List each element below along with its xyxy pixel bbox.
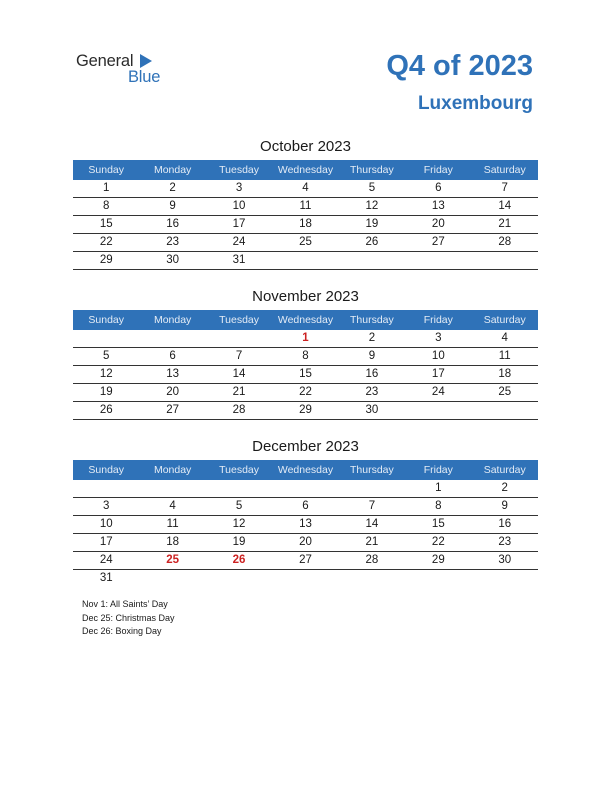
day-cell: 18 <box>498 368 512 380</box>
day-cell: 21 <box>365 536 379 548</box>
weekday-label: Tuesday <box>219 164 259 176</box>
weekday-header <box>73 310 538 330</box>
day-cell: 8 <box>435 500 442 512</box>
day-cell: 3 <box>103 500 110 512</box>
day-cell: 17 <box>431 368 445 380</box>
week-row <box>73 516 538 534</box>
day-cell: 28 <box>365 554 379 566</box>
day-cell: 25 <box>498 386 512 398</box>
month-october <box>73 138 538 270</box>
weekday-label: Friday <box>423 164 453 176</box>
day-cell: 27 <box>166 404 180 416</box>
day-cell <box>272 252 338 269</box>
day-cell: 31 <box>99 572 113 584</box>
day-cell <box>139 570 205 587</box>
day-cell: 29 <box>299 404 312 416</box>
day-cell: 24 <box>431 386 445 398</box>
month-december <box>73 438 538 587</box>
day-cell: 13 <box>431 200 445 212</box>
day-cell: 20 <box>299 536 312 548</box>
day-cell: 22 <box>299 386 312 398</box>
holiday-note: Nov 1: All Saints’ Day <box>82 599 168 609</box>
day-cell: 27 <box>299 554 312 566</box>
weekday-label: Friday <box>423 464 453 476</box>
day-cell: 1 <box>435 482 442 494</box>
day-cell: 6 <box>435 182 442 194</box>
day-cell <box>339 252 405 269</box>
logo-text-general: General <box>76 52 134 70</box>
week-row <box>73 234 538 252</box>
country-subtitle: Luxembourg <box>417 93 533 114</box>
day-cell <box>472 570 538 587</box>
day-cell: 12 <box>365 200 379 212</box>
day-cell: 5 <box>368 182 376 194</box>
day-cell: 26 <box>365 236 379 248</box>
day-cell: 11 <box>299 200 312 212</box>
day-cell <box>405 570 471 587</box>
day-cell: 25 <box>299 236 312 248</box>
week-row <box>73 570 538 587</box>
day-cell: 23 <box>365 386 379 398</box>
day-cell: 16 <box>365 368 379 380</box>
day-cell: 15 <box>431 518 445 530</box>
weekday-label: Tuesday <box>219 314 259 326</box>
day-cell: 10 <box>232 200 246 212</box>
day-cell: 26 <box>99 404 113 416</box>
day-cell: 11 <box>498 350 511 362</box>
week-row <box>73 480 538 498</box>
day-cell: 3 <box>235 182 243 194</box>
day-cell: 6 <box>169 350 176 362</box>
week-row <box>73 366 538 384</box>
day-cell <box>472 252 538 269</box>
day-cell: 2 <box>169 182 176 194</box>
day-cell: 4 <box>501 332 508 344</box>
day-cell: 24 <box>232 236 246 248</box>
weekday-label: Tuesday <box>219 464 259 476</box>
month-title: October 2023 <box>260 138 351 155</box>
day-cell: 19 <box>99 386 113 398</box>
day-cell: 8 <box>302 350 309 362</box>
day-cell: 9 <box>368 350 376 362</box>
day-cell: 18 <box>299 218 312 230</box>
day-cell: 30 <box>166 254 180 266</box>
holiday-note: Dec 25: Christmas Day <box>82 612 175 623</box>
day-cell <box>405 402 471 419</box>
day-cell <box>139 480 205 497</box>
weekday-label: Sunday <box>88 314 125 326</box>
day-cell: 5 <box>103 350 110 362</box>
day-cell: 2 <box>368 332 376 344</box>
weekday-label: Monday <box>153 314 192 326</box>
day-cell: 22 <box>99 236 113 248</box>
month-november <box>73 288 538 420</box>
weekday-label: Saturday <box>483 314 526 326</box>
day-cell: 30 <box>498 554 512 566</box>
week-row <box>73 198 538 216</box>
day-cell: 7 <box>501 182 508 194</box>
day-cell: 18 <box>166 536 180 548</box>
day-cell: 13 <box>299 518 312 530</box>
day-cell: 6 <box>302 500 309 512</box>
day-cell <box>206 480 272 497</box>
logo-text-blue: Blue <box>128 68 161 86</box>
week-row <box>73 252 538 270</box>
day-cell: 10 <box>99 518 113 530</box>
weekday-label: Friday <box>423 314 453 326</box>
day-cell: 4 <box>169 500 176 512</box>
weekday-label: Monday <box>153 164 192 176</box>
week-row <box>73 552 538 570</box>
week-row <box>73 180 538 198</box>
day-cell: 30 <box>365 404 379 416</box>
weekday-label: Thursday <box>350 314 394 326</box>
day-cell: 3 <box>435 332 442 344</box>
day-cell: 28 <box>498 236 512 248</box>
day-cell: 29 <box>99 254 113 266</box>
day-cell <box>73 480 139 497</box>
day-cell: 21 <box>232 386 246 398</box>
weekday-label: Wednesday <box>277 164 334 176</box>
weekday-label: Sunday <box>88 464 125 476</box>
day-cell <box>272 480 338 497</box>
weekday-label: Wednesday <box>277 464 334 476</box>
day-cell: 9 <box>501 500 508 512</box>
weekday-label: Sunday <box>88 164 125 176</box>
day-cell: 12 <box>232 518 246 530</box>
weekday-label: Saturday <box>483 164 526 176</box>
logo-flag-icon <box>140 54 152 68</box>
day-cell: 17 <box>99 536 113 548</box>
day-cell: 21 <box>498 218 512 230</box>
weekday-label: Thursday <box>350 164 394 176</box>
weekday-header <box>73 160 538 180</box>
weekday-label: Monday <box>153 464 192 476</box>
page-title: Q4 of 2023 <box>386 50 533 82</box>
day-cell: 14 <box>365 518 379 530</box>
holiday-notes <box>82 598 175 639</box>
day-cell: 23 <box>498 536 512 548</box>
day-cell: 9 <box>169 200 176 212</box>
day-cell: 5 <box>235 500 243 512</box>
day-cell: 2 <box>501 482 508 494</box>
day-cell: 26 <box>232 554 246 566</box>
day-cell: 10 <box>431 350 445 362</box>
day-cell: 20 <box>431 218 445 230</box>
week-row <box>73 348 538 366</box>
week-row <box>73 384 538 402</box>
day-cell: 16 <box>498 518 512 530</box>
week-row <box>73 216 538 234</box>
week-row <box>73 330 538 348</box>
day-cell: 4 <box>302 182 309 194</box>
day-cell: 24 <box>99 554 113 566</box>
day-cell <box>339 480 405 497</box>
week-row <box>73 402 538 420</box>
day-cell: 7 <box>235 350 243 362</box>
day-cell: 13 <box>166 368 180 380</box>
day-cell: 20 <box>166 386 180 398</box>
day-cell: 1 <box>103 182 110 194</box>
day-cell <box>206 570 272 587</box>
day-cell: 22 <box>431 536 445 548</box>
day-cell: 15 <box>99 218 113 230</box>
day-cell: 28 <box>232 404 246 416</box>
day-cell <box>206 330 272 347</box>
day-cell: 25 <box>166 554 180 566</box>
day-cell: 12 <box>99 368 113 380</box>
month-title: December 2023 <box>252 438 359 455</box>
month-title: November 2023 <box>252 288 359 305</box>
day-cell: 19 <box>365 218 379 230</box>
day-cell: 17 <box>232 218 246 230</box>
day-cell: 23 <box>166 236 180 248</box>
day-cell: 8 <box>103 200 110 212</box>
day-cell <box>405 252 471 269</box>
weekday-label: Thursday <box>350 464 394 476</box>
generalblue-logo <box>76 52 176 88</box>
day-cell: 19 <box>232 536 246 548</box>
day-cell: 27 <box>431 236 445 248</box>
day-cell: 1 <box>302 332 309 344</box>
weekday-label: Saturday <box>483 464 526 476</box>
day-cell: 14 <box>232 368 246 380</box>
weekday-label: Wednesday <box>277 314 334 326</box>
week-row <box>73 498 538 516</box>
day-cell: 29 <box>431 554 445 566</box>
week-row <box>73 534 538 552</box>
day-cell: 31 <box>232 254 246 266</box>
day-cell <box>139 330 205 347</box>
holiday-note: Dec 26: Boxing Day <box>82 626 162 636</box>
day-cell: 7 <box>368 500 376 512</box>
day-cell <box>272 570 338 587</box>
day-cell: 15 <box>299 368 312 380</box>
day-cell <box>339 570 405 587</box>
day-cell <box>73 330 139 347</box>
weekday-header <box>73 460 538 480</box>
day-cell: 11 <box>166 518 179 530</box>
day-cell: 16 <box>166 218 180 230</box>
day-cell <box>472 402 538 419</box>
day-cell: 14 <box>498 200 512 212</box>
